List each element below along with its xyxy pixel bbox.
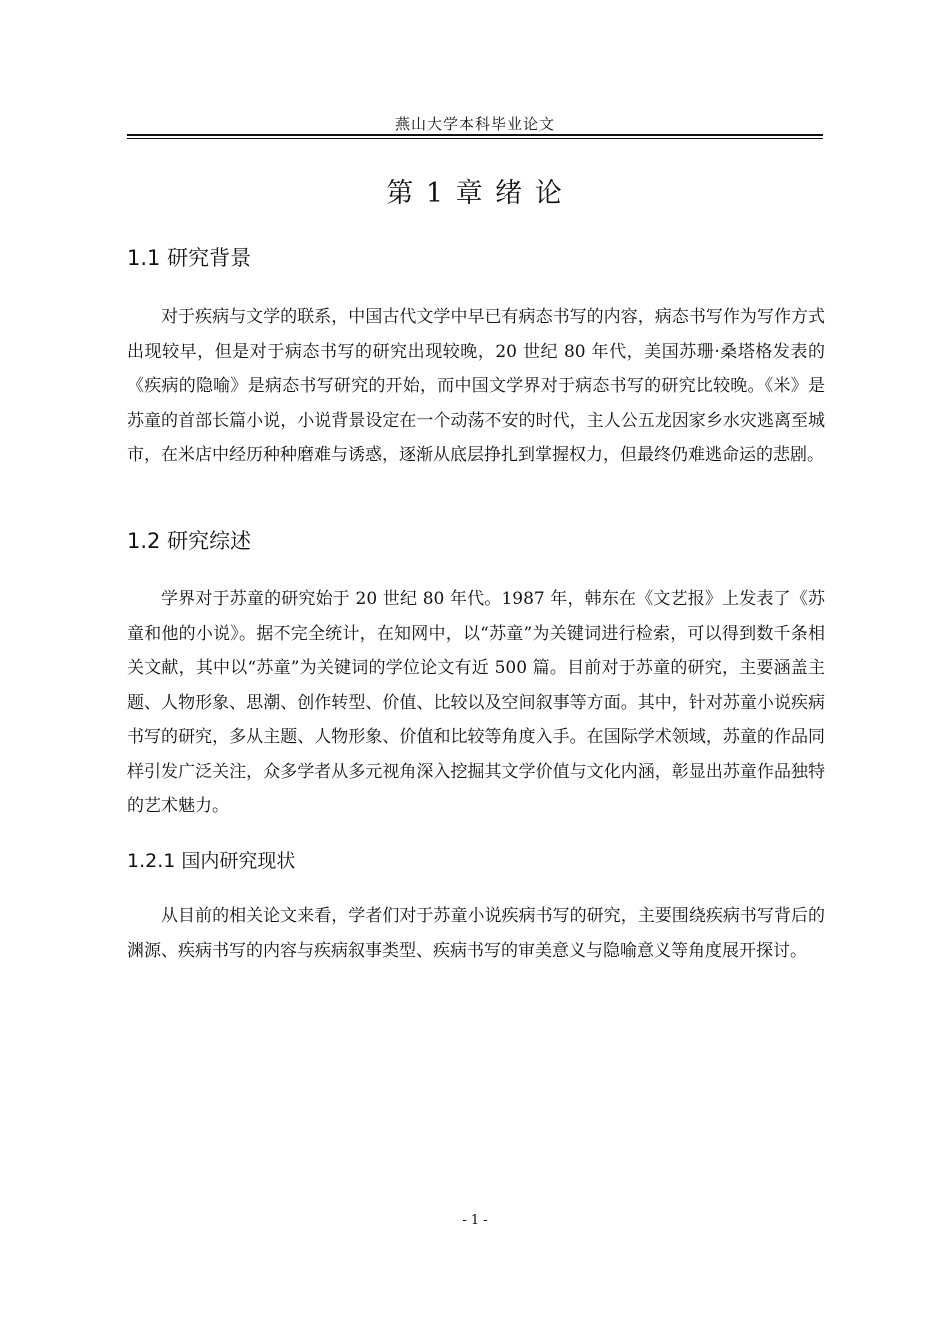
section-heading-1-1: 1.1 研究背景 (127, 246, 252, 270)
paragraph-research-review: 学界对于苏童的研究始于 20 世纪 80 年代。1987 年，韩东在《文艺报》上发表了《苏童和他的小说》。据不完全统计，在知网中，以“苏童”为关键词进行检索，可以得到数千条相关文献，其中以“苏童”为关键词的学位论文有近 500 篇。目前对于苏童的研究，主要涵盖主题、人物形象、思潮、创作转型、价值、比较以及空间叙事等方面。其中，针对苏童小说疾病书写的研究，多从主题、人物形象、价值和比较等角度入手。在国际学术领域，苏童的作品同样引发广泛关注，众多学者从多元视角深入挖掘其文学价值与文化内涵，彰显出苏童作品独特的艺术魅力。 (127, 589, 825, 816)
header-rule-thick (127, 134, 823, 136)
paragraph-research-background: 对于疾病与文学的联系，中国古代文学中早已有病态书写的内容，病态书写作为写作方式出现较早，但是对于病态书写的研究出现较晚，20 世纪 80 年代，美国苏珊·桑塔格发表的《疾病的隐喻》是病态书写研究的开始，而中国文学界对于病态书写的研究比较晚。《米》是苏童的首部长篇小说，小说背景设定在一个动荡不安的时代，主人公五龙因家乡水灾逃离至城市，在米店中经历种种磨难与诱惑，逐渐从底层挣扎到掌握权力，但最终仍难逃命运的悲剧。 (127, 307, 825, 465)
paragraph-domestic-status: 从目前的相关论文来看，学者们对于苏童小说疾病书写的研究，主要围绕疾病书写背后的渊源、疾病书写的内容与疾病叙事类型、疾病书写的审美意义与隐喻意义等角度展开探讨。 (127, 906, 825, 961)
subsection-heading-1-2-1: 1.2.1 国内研究现状 (127, 850, 296, 872)
header-rule-thin (127, 138, 823, 139)
chapter-title: 第 1 章 绪 论 (386, 178, 564, 209)
running-header: 燕山大学本科毕业论文 (394, 115, 555, 133)
page-number: - 1 - (462, 1213, 488, 1228)
section-heading-1-2: 1.2 研究综述 (127, 529, 252, 553)
